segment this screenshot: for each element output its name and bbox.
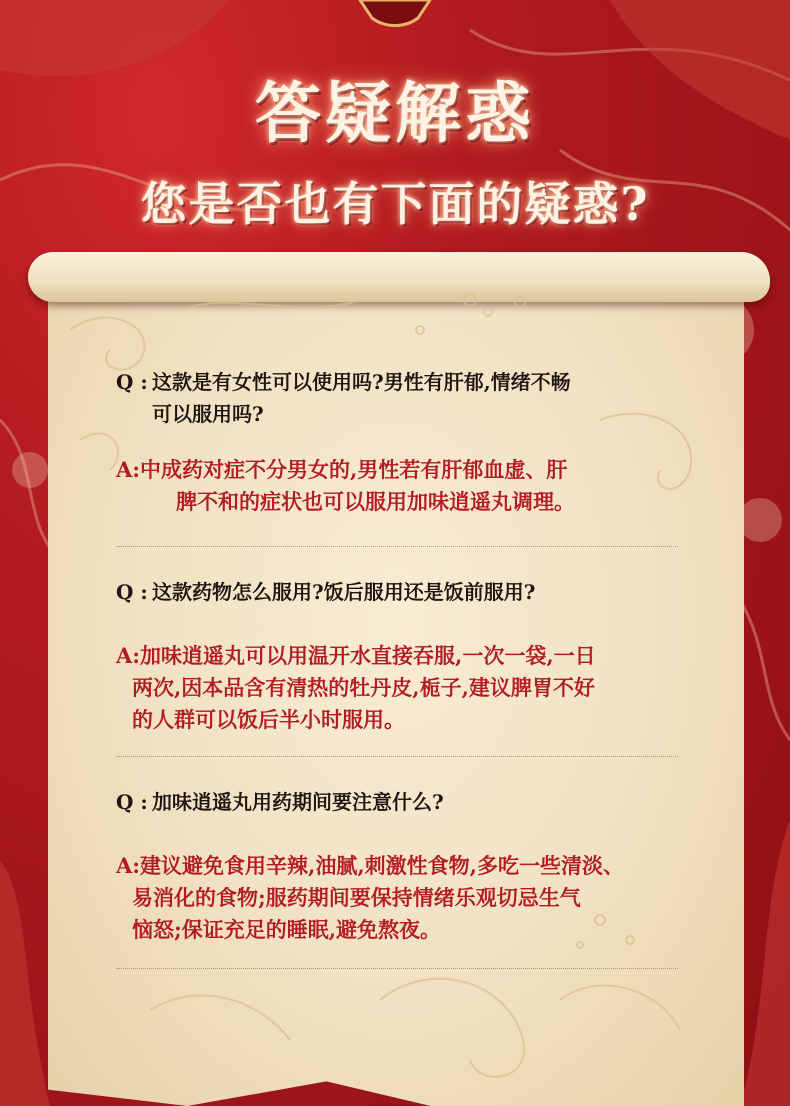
answer-text-line: 的人群可以饭后半小时服用。	[132, 707, 405, 732]
question-tag: Q :	[116, 370, 148, 394]
answer-text-line: 恼怒;保证充足的睡眠,避免熬夜。	[132, 917, 442, 942]
answer-text-line: A:加味逍遥丸可以用温开水直接吞服,一次一袋,一日	[116, 643, 596, 668]
question-tag: Q :	[116, 790, 148, 814]
answer-text-line: 脾不和的症状也可以服用加味逍遥丸调理。	[176, 489, 575, 514]
question-text-line: 这款药物怎么服用?饭后服用还是饭前服用?	[152, 580, 536, 604]
divider	[116, 756, 678, 757]
faq-question-1	[116, 366, 571, 430]
answer-text-line: A:建议避免食用辛辣,油腻,刺激性食物,多吃一些清淡、	[116, 853, 624, 878]
faq-answer-3	[116, 850, 624, 946]
question-text-line: 这款是有女性可以使用吗?男性有肝郁,情绪不畅	[152, 370, 571, 394]
faq-answer-2	[116, 640, 596, 736]
answer-text-line: 易消化的食物;服药期间要保持情绪乐观切忌生气	[132, 885, 581, 910]
faq-question-2	[116, 576, 535, 608]
divider	[116, 968, 678, 969]
answer-text-line: 两次,因本品含有清热的牡丹皮,栀子,建议脾胃不好	[132, 675, 595, 700]
answer-text-line: A:中成药对症不分男女的,男性若有肝郁血虚、肝	[116, 457, 568, 482]
page-title: 答疑解惑	[255, 74, 535, 152]
faq-question-3	[116, 786, 444, 818]
faq-answer-1	[116, 454, 575, 518]
question-tag: Q :	[116, 580, 148, 604]
page-subtitle: 您是否也有下面的疑惑?	[140, 177, 650, 231]
divider	[116, 546, 678, 547]
question-text-line: 可以服用吗?	[152, 402, 264, 426]
question-text-line: 加味逍遥丸用药期间要注意什么?	[152, 790, 444, 814]
